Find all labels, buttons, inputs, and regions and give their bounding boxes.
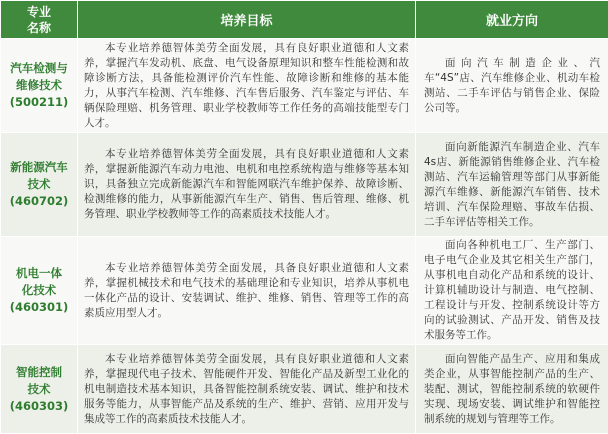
major-name: 汽车检测与维修技术 — [10, 61, 68, 92]
major-name-cell — [1, 39, 78, 133]
training-goal-cell — [78, 237, 416, 345]
major-name-cell — [1, 345, 78, 434]
table-row — [1, 39, 608, 133]
major-code: (500211) — [9, 95, 69, 109]
header-major-name-text: 专业名称 — [26, 4, 51, 35]
major-name: 新能源汽车技术 — [10, 160, 68, 191]
major-name: 机电一体化技术 — [16, 266, 62, 297]
employment-direction-text: 面向新能源汽车制造企业、汽车4s店、新能源销售维修企业、汽车检测站、汽车运输管理等部门从事新能源汽车维修、新能源汽车销售、技术培训、汽车保险理赔、事故车估损、二手车评估等相关工作。 — [424, 140, 600, 228]
major-name-cell — [1, 237, 78, 345]
training-goal-cell — [78, 133, 416, 237]
employment-direction-cell — [416, 237, 608, 345]
employment-direction-text: 面向各种机电工厂、生产部门、电子电气企业及其它相关生产部门，从事机电自动化产品和系统的设计、计算机辅助设计与制造、电气控制、工程设计与开发、控制系统设计等方向的试验测试、产品开发、销售及技术服务等工作。 — [424, 239, 600, 341]
major-name-cell — [1, 133, 78, 237]
table-row — [1, 133, 608, 237]
major-code: (460301) — [9, 300, 69, 314]
table-row — [1, 237, 608, 345]
header-training-goal: 培养目标 — [78, 1, 416, 39]
training-goal-text: 本专业培养德智体美劳全面发展，具备良好职业道德和人文素养，掌握机械技术和电气技术的基础理论和专业知识，培养从事机电一体化产品的设计、安装调试、维护、维修、销售、管理等工作的高素质应用型人才。 — [84, 261, 409, 319]
employment-direction-text: 面向智能产品生产、应用和集成类企业，从事智能控制产品的生产、装配、测试，智能控制系统的软硬件实现、现场安装、调试维护和智能控制系统的规划与管理等工作。 — [424, 352, 600, 425]
table-row — [1, 345, 608, 434]
training-goal-cell — [78, 345, 416, 434]
header-major-name — [1, 1, 78, 39]
training-goal-text: 本专业培养德智体美劳全面发展，具有良好职业道德和人文素养，掌握汽车发动机、底盘、电气设备原理知识和整车性能检测和故障诊断方法，具备能检测评价汽车性能、故障诊断和维修的基本能力，从事汽车检测、汽车维修、汽车售后服务、汽车鉴定与评估、车辆保险理赔、机务管理、职业学校教师等工作任务的高端技能型专门人才。 — [84, 41, 409, 129]
employment-direction-text: 面向汽车制造企业、汽车“4S”店、汽车维修企业、机动车检测站、二手车评估与销售企业、保险公司等。 — [424, 56, 600, 114]
employment-direction-cell — [416, 345, 608, 434]
header-employment-direction: 就业方向 — [416, 1, 608, 39]
training-goal-text: 本专业培养德智体美劳全面发展，具有良好职业道德和人文素养，掌握现代电子技术、智能硬件开发、智能化产品及新型工业化的机电制造技术基本知识，具备智能控制系统安装、调试、维护和技术服务等能力，从事智能产品及系统的生产、维护、营销、应用开发与集成等工作的高素质技术技能人才。 — [84, 352, 409, 425]
training-goal-cell — [78, 39, 416, 133]
major-code: (460702) — [9, 194, 69, 208]
employment-direction-cell — [416, 39, 608, 133]
major-name: 智能控制技术 — [16, 364, 62, 396]
major-code: (460303) — [9, 398, 69, 413]
training-goal-text: 本专业培养德智体美劳全面发展，具有良好职业道德和人文素养，掌握新能源汽车动力电池、电机和电控系统构造与维修等基本知识，具备独立完成新能源汽车和智能网联汽车维护保养、故障诊断、检测维修的能力，从事新能源汽车生产、销售、售后管理、维修、机务管理、职业学校教师等工作的高素质技术技能人才。 — [84, 148, 409, 220]
employment-direction-cell — [416, 133, 608, 237]
header-row — [1, 1, 608, 39]
